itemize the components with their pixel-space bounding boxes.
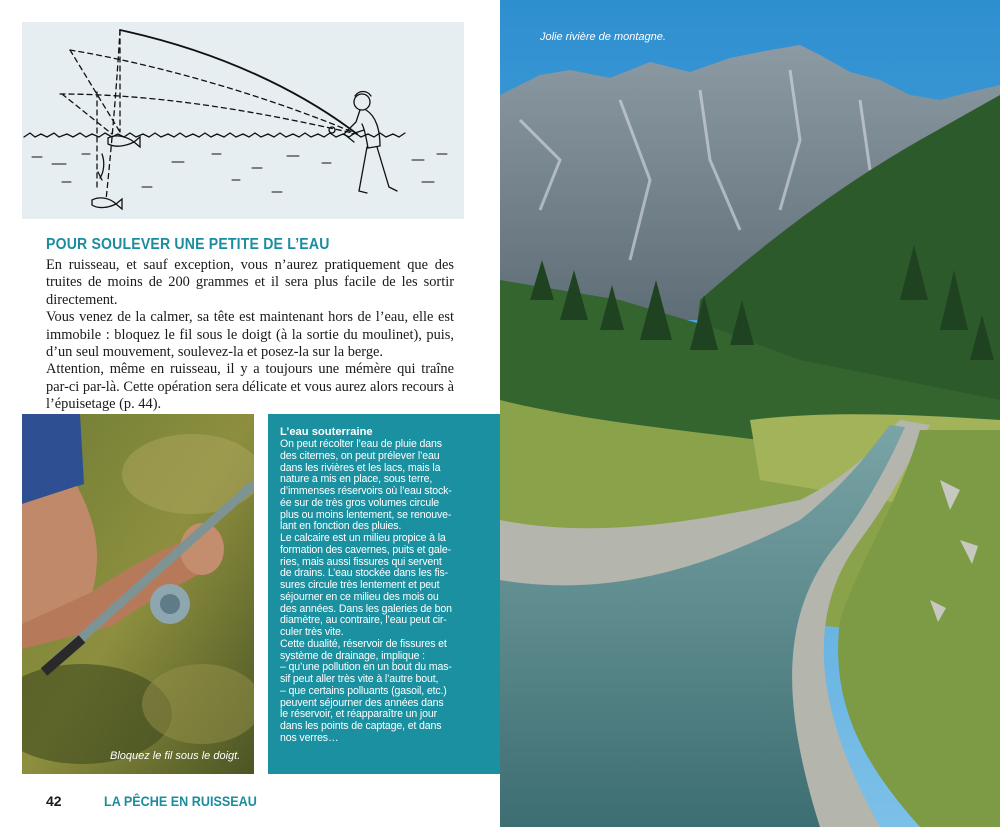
sidebar-line: ée sur de très gros volumes circule — [280, 496, 440, 509]
sidebar-line: des années. Dans les galeries de bon — [280, 602, 452, 615]
sidebar-line: d’immenses réservoirs où l’eau stock- — [280, 485, 452, 497]
sidebar-body — [280, 439, 490, 745]
sidebar-line: On peut récolter l’eau de pluie dans — [280, 438, 442, 450]
fishing-sketch-illustration — [22, 22, 464, 219]
body-text — [46, 257, 454, 414]
sidebar-title: L’eau souterraine — [280, 426, 373, 438]
paragraph: En ruisseau, et sauf exception, vous n’aurez pratiquement que des truites de moins de 200 grammes et il sera plus facile de les sortir directement. — [46, 257, 454, 308]
sidebar-line: plus ou moins lentement, se renouve- — [280, 508, 452, 521]
sidebar-line: peuvent séjourner des années dans — [280, 696, 444, 709]
hand-holding-rod-photo — [22, 414, 254, 774]
sidebar-line: ries, mais aussi fissures qui servent — [280, 555, 442, 568]
section-title: POUR SOULEVER UNE PETITE DE L’EAU — [46, 236, 330, 253]
sidebar-line: lant en fonction des pluies. — [280, 520, 402, 533]
paragraph: Vous venez de la calmer, sa tête est maintenant hors de l’eau, elle est immobile : bloquez le fil sous le doigt (à la sortie du moulinet), puis, d’un seul mouvement, soulevez-la et posez-la sur la berge. — [46, 309, 454, 361]
sidebar-line: diamètre, au contraire, l’eau peut cir- — [280, 614, 447, 627]
sidebar-line: Cette dualité, réservoir de fissures et — [280, 637, 447, 650]
sidebar-line: dans les points de captage, et dans — [280, 720, 442, 732]
photo-caption: Jolie rivière de montagne. — [540, 31, 666, 43]
sidebar-line: – qu’une pollution en un bout du mas- — [280, 661, 452, 674]
paragraph: Attention, même en ruisseau, il y a toujours une mémère qui traîne par-ci par-là. Cette opération sera délicate et vous aurez alors recours à l’épuisetage (p. 44). — [46, 361, 454, 413]
page-number: 42 — [46, 793, 62, 809]
sidebar-box — [268, 414, 500, 774]
sidebar-line: des citernes, on peut prélever l’eau — [280, 449, 440, 462]
photo-caption: Bloquez le fil sous le doigt. — [110, 750, 241, 762]
sidebar-line: – que certains polluants (gasoil, etc.) — [280, 684, 447, 697]
sidebar-line: nos verres… — [280, 731, 339, 744]
sidebar-line: séjourner en ce milieu des mois ou — [280, 590, 439, 603]
sidebar-line: de drains. L’eau stockée dans les fis- — [280, 567, 449, 580]
sidebar-line: formation des cavernes, puits et gale- — [280, 543, 451, 556]
running-footer-title: LA PÊCHE EN RUISSEAU — [104, 793, 257, 809]
sidebar-line: sures circule très lentement et peut — [280, 579, 440, 591]
sidebar-line: système de drainage, implique : — [280, 649, 425, 662]
sidebar-line: Le calcaire est un milieu propice à la — [280, 532, 446, 544]
sidebar-line: culer très vite. — [280, 626, 344, 638]
sidebar-line: sif peut aller très vite à l’autre bout, — [280, 673, 439, 685]
sidebar-line: nature a mis en place, sous terre, — [280, 473, 433, 486]
sidebar-line: le réservoir, et réapparaître un jour — [280, 708, 437, 721]
sidebar-line: dans les rivières et les lacs, mais la — [280, 461, 441, 474]
mountain-river-photo — [500, 0, 1000, 827]
